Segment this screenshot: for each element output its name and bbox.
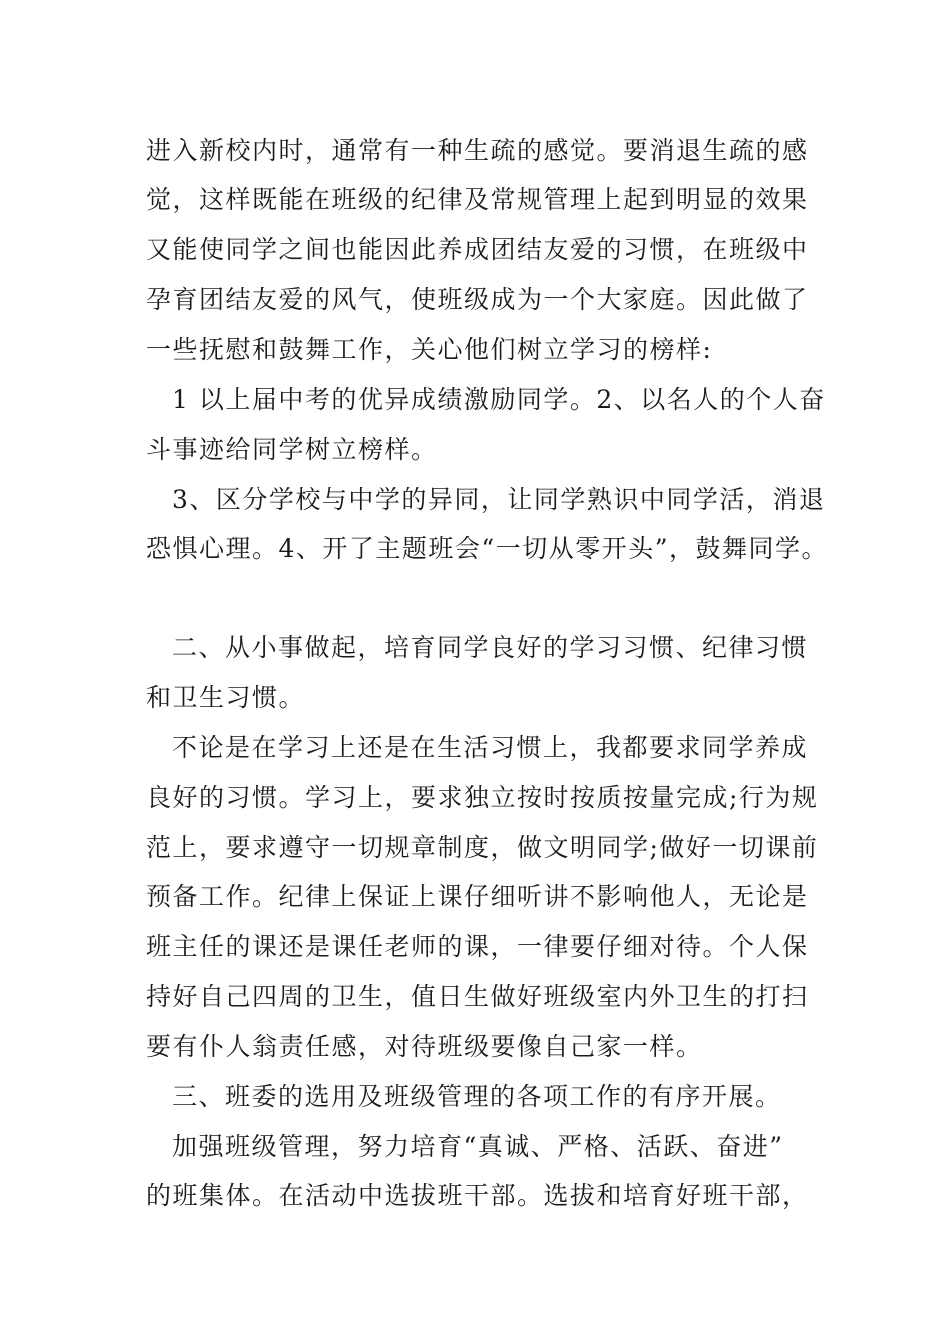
text-line-5: 一些抚慰和鼓舞工作，关心他们树立学习的榜样: xyxy=(146,335,713,364)
text-line-4: 孕育团结友爱的风气，使班级成为一个大家庭。因此做了 xyxy=(146,285,809,314)
text-line-2: 觉，这样既能在班级的纪律及常规管理上起到明显的效果 xyxy=(146,185,809,214)
text-line-13: 良好的习惯。学习上，要求独立按时按质按量完成;行为规 xyxy=(146,783,819,812)
text-line-21: 的班集体。在活动中选拔班干部。选拔和培育好班干部， xyxy=(146,1181,809,1210)
text-line-19: 三、班委的选用及班级管理的各项工作的有序开展。 xyxy=(172,1082,782,1111)
text-line-12: 不论是在学习上还是在生活习惯上，我都要求同学养成 xyxy=(172,733,809,762)
text-line-10: 二、从小事做起，培育同学良好的学习习惯、纪律习惯 xyxy=(172,633,809,662)
text-line-17: 持好自己四周的卫生，值日生做好班级室内外卫生的打扫 xyxy=(146,982,809,1011)
text-line-15: 预备工作。纪律上保证上课仔细听讲不影响他人，无论是 xyxy=(146,882,809,911)
text-line-9: 恐惧心理。4、开了主题班会“一切从零开头”，鼓舞同学。 xyxy=(146,534,828,563)
text-line-1: 进入新校内时，通常有一种生疏的感觉。要消退生疏的感 xyxy=(146,136,809,165)
text-line-7: 斗事迹给同学树立榜样。 xyxy=(146,435,438,464)
text-line-14: 范上，要求遵守一切规章制度，做文明同学;做好一切课前 xyxy=(146,833,819,862)
text-line-8: 3、区分学校与中学的异同，让同学熟识中同学活，消退 xyxy=(172,485,826,514)
text-line-18: 要有仆人翁责任感，对待班级要像自己家一样。 xyxy=(146,1032,703,1061)
text-line-11: 和卫生习惯。 xyxy=(146,683,306,712)
text-line-20: 加强班级管理，努力培育“真诚、严格、活跃、奋进” xyxy=(172,1132,784,1161)
text-line-3: 又能使同学之间也能因此养成团结友爱的习惯，在班级中 xyxy=(146,235,809,264)
text-line-16: 班主任的课还是课任老师的课，一律要仔细对待。个人保 xyxy=(146,932,809,961)
text-line-6: 1 以上届中考的优异成绩激励同学。2、以名人的个人奋 xyxy=(172,385,826,414)
